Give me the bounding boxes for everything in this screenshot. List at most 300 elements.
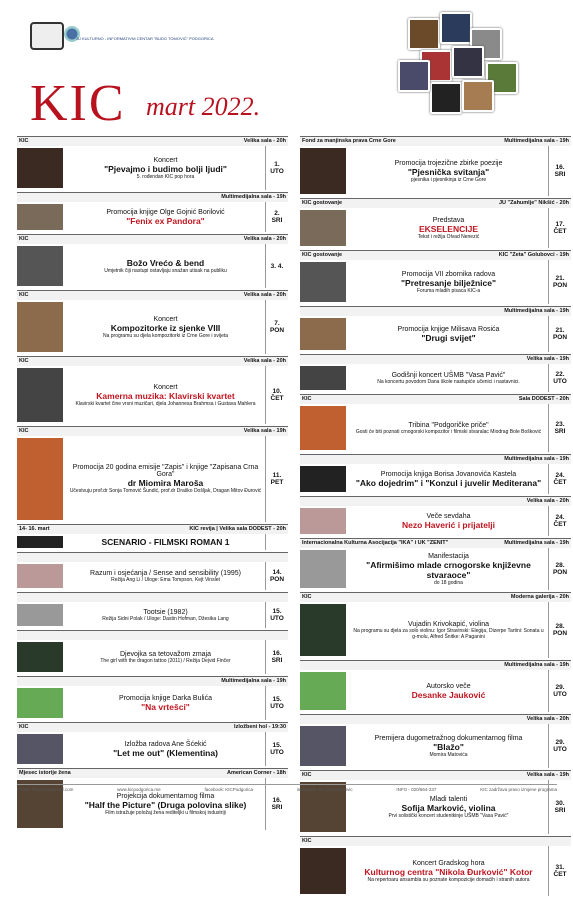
event-date bbox=[548, 506, 571, 536]
event-title: EKSELENCIJE bbox=[418, 223, 479, 234]
event-description: Prvi solistički koncert studentkinje UŠMB "Vasa Pavić" bbox=[388, 812, 509, 819]
event-description: Učestvuju prof.dr Sonja Tomović Šundić, prof.dr Draško Došljak, Dragan Mitov Đurović bbox=[69, 488, 262, 494]
event-line-1: Vujadin Krivokapić, violina bbox=[407, 620, 490, 628]
event-line-1: Premijera dugometražnog dokumentarnog filma bbox=[374, 734, 523, 742]
event-organizer: KIC bbox=[19, 358, 29, 364]
event-day-number: 2. bbox=[274, 210, 280, 217]
event-header bbox=[17, 553, 288, 562]
event-text bbox=[66, 608, 265, 623]
event-day-number: 10. bbox=[272, 388, 282, 395]
event-photo bbox=[17, 688, 63, 718]
event-entry[interactable] bbox=[300, 660, 571, 712]
event-entry[interactable] bbox=[17, 234, 288, 288]
event-photo bbox=[17, 642, 63, 672]
event-photo bbox=[17, 734, 63, 764]
event-header bbox=[17, 769, 288, 778]
event-weekday: ČET bbox=[553, 479, 567, 486]
event-weekday: UTO bbox=[270, 168, 284, 175]
event-header bbox=[300, 539, 571, 548]
photo-cube bbox=[430, 82, 462, 114]
event-description: Na programu su djela kompozitorki iz Crne Gore i svijeta bbox=[102, 332, 229, 339]
event-description: Režija Ang Li / Uloge: Ema Tompson, Kejt Vinslet bbox=[111, 576, 220, 583]
event-header bbox=[300, 355, 571, 364]
event-date bbox=[265, 202, 288, 232]
event-entry[interactable] bbox=[300, 250, 571, 304]
event-photo bbox=[300, 550, 346, 588]
event-organizer: KIC bbox=[19, 292, 29, 298]
event-venue-time: Velika sala - 20h bbox=[243, 292, 286, 298]
event-text bbox=[66, 694, 265, 713]
footer-email[interactable]: e-mail: kicpress@gmail.com bbox=[17, 787, 74, 792]
footer-facebook[interactable]: facebook: KICPodgorica bbox=[204, 787, 253, 792]
event-venue-time: Velika sala - 20h bbox=[243, 138, 286, 144]
event-day-number: 16. bbox=[272, 797, 282, 804]
event-day-number: 29. bbox=[555, 684, 565, 691]
footer-info: INFO - 020/664-237 bbox=[396, 787, 437, 792]
event-line-1: Veče sevdaha bbox=[426, 512, 471, 520]
event-entry[interactable] bbox=[17, 552, 288, 590]
footer-note: KIC zadržava pravo izmjene programa bbox=[480, 787, 557, 792]
event-venue-time: Velika sala - 20h bbox=[243, 358, 286, 364]
event-header bbox=[17, 235, 288, 244]
footer-instagram[interactable]: instagram: kic_budotomovic bbox=[296, 787, 353, 792]
photo-cube bbox=[408, 18, 440, 50]
event-day-number: 3. 4. bbox=[270, 262, 284, 270]
event-weekday: ČET bbox=[553, 521, 567, 528]
event-header bbox=[17, 357, 288, 366]
event-date bbox=[265, 640, 288, 674]
event-description: pjesnika i pjesnikinja iz Crne Gore bbox=[410, 176, 487, 183]
event-weekday: PET bbox=[270, 479, 284, 486]
event-date bbox=[548, 548, 571, 590]
event-weekday: SRI bbox=[554, 171, 566, 178]
event-description: The girl with the dragon tattoo (2011) / Režija Dejvid Finčer bbox=[100, 657, 231, 664]
event-date bbox=[548, 404, 571, 452]
page-subtitle: mart 2022. bbox=[146, 92, 261, 121]
left-column bbox=[17, 136, 288, 832]
event-title: Kompozitorke iz sjenke VIII bbox=[110, 322, 221, 333]
event-title: dr Miomira Maroša bbox=[127, 478, 204, 488]
event-text bbox=[349, 734, 548, 759]
event-text bbox=[66, 740, 265, 759]
event-day-number: 28. bbox=[555, 623, 565, 630]
event-text bbox=[349, 371, 548, 386]
event-title: "Afirmišimo mlade crnogorske književne stvaraoce" bbox=[366, 559, 531, 580]
event-photo bbox=[300, 262, 346, 302]
event-line-1: Mladi talenti bbox=[429, 795, 468, 803]
event-day-number: 29. bbox=[555, 739, 565, 746]
event-description: Na koncertu povodom Dana škole nastupiće učenici i nastavnici. bbox=[377, 378, 520, 385]
event-description: Na repertoaru ansambla su poznate kompozicije domaćih i stranih autora bbox=[367, 876, 530, 883]
event-header bbox=[300, 395, 571, 404]
event-day-number: 24. bbox=[555, 514, 565, 521]
event-line-1: Koncert bbox=[153, 383, 178, 391]
event-organizer: Fond za manjinska prava Crne Gore bbox=[302, 138, 396, 144]
event-venue-time: Multimedijalna sala - 19h bbox=[504, 540, 569, 546]
event-organizer: KIC bbox=[19, 724, 29, 730]
event-organizer: KIC bbox=[19, 428, 29, 434]
event-description: Tekst i režija Olvad Nenezić bbox=[417, 233, 480, 240]
event-entry[interactable] bbox=[300, 770, 571, 834]
event-day-number: 11. bbox=[272, 472, 282, 479]
event-photo bbox=[300, 148, 346, 194]
event-title: Kulturnog centra "Nikola Đurković" Kotor bbox=[364, 866, 533, 877]
event-venue-time: JU "Zahumlje" Nikšić - 20h bbox=[498, 200, 569, 206]
event-date bbox=[265, 686, 288, 720]
event-day-number: 22. bbox=[555, 371, 565, 378]
event-description: Gosti će biti poznati crnogorski kompozitor i filmski stvaralac Miodrag Bole Bošković bbox=[355, 428, 542, 435]
event-photo bbox=[300, 848, 346, 894]
event-organizer: KIC gostovanje bbox=[302, 252, 343, 258]
event-entry[interactable] bbox=[300, 354, 571, 392]
event-text bbox=[66, 156, 265, 181]
event-text bbox=[349, 512, 548, 531]
event-header bbox=[300, 771, 571, 780]
event-line-1: Projekcija dokumentarnog filma bbox=[116, 792, 215, 800]
event-entry[interactable] bbox=[17, 676, 288, 720]
event-photo bbox=[300, 726, 346, 766]
event-line-1: Autorsko veče bbox=[426, 682, 471, 690]
event-header bbox=[17, 677, 288, 686]
event-line-1: Promocija knjige Milisava Rosića bbox=[397, 325, 500, 333]
event-entry[interactable] bbox=[300, 136, 571, 196]
event-photo bbox=[17, 564, 63, 588]
event-header bbox=[17, 291, 288, 300]
event-header bbox=[300, 307, 571, 316]
event-venue-time: Izložbeni hol - 19:30 bbox=[234, 724, 286, 730]
event-day-number: 7. bbox=[274, 320, 280, 327]
event-header bbox=[300, 251, 571, 260]
event-text bbox=[66, 536, 265, 548]
event-photo bbox=[300, 508, 346, 534]
event-entry[interactable] bbox=[17, 630, 288, 674]
event-day-number: 23. bbox=[555, 421, 565, 428]
event-weekday: PON bbox=[552, 569, 568, 576]
event-date bbox=[265, 732, 288, 766]
event-weekday: SRI bbox=[554, 428, 566, 435]
event-weekday: ČET bbox=[553, 228, 567, 235]
event-title: "Ako dojedrim" i "Konzul i juvelir Mediterana" bbox=[355, 477, 542, 488]
photo-cube bbox=[452, 46, 484, 78]
event-title: "Half the Picture" (Druga polovina slike) bbox=[84, 799, 247, 810]
event-weekday: ČET bbox=[553, 871, 567, 878]
event-text bbox=[349, 159, 548, 184]
event-text bbox=[66, 463, 265, 495]
event-entry[interactable] bbox=[17, 768, 288, 830]
event-entry[interactable] bbox=[300, 454, 571, 494]
event-text bbox=[349, 859, 548, 884]
event-weekday: SRI bbox=[271, 217, 283, 224]
event-title: "Na vrtešci" bbox=[141, 701, 190, 712]
event-date bbox=[265, 436, 288, 522]
event-photo bbox=[300, 366, 346, 390]
event-photo bbox=[300, 210, 346, 246]
event-photo bbox=[17, 438, 63, 520]
event-venue-time: Multimedijalna sala - 19h bbox=[504, 308, 569, 314]
event-weekday: PON bbox=[269, 327, 285, 334]
event-date bbox=[265, 300, 288, 354]
event-header bbox=[300, 837, 571, 846]
event-day-number: 14. bbox=[272, 569, 282, 576]
event-entry[interactable] bbox=[17, 290, 288, 354]
event-weekday: ČET bbox=[270, 395, 284, 402]
event-day-number: 30. bbox=[555, 800, 565, 807]
event-line-1: Djevojka sa tetovažom zmaja bbox=[119, 650, 212, 658]
event-line-1: Koncert Gradskog hora bbox=[412, 859, 485, 867]
footer bbox=[17, 784, 557, 799]
event-organizer: KIC bbox=[19, 138, 29, 144]
municipality-logo bbox=[30, 22, 64, 50]
event-line-1: Promocija trojezične zbirke poezije bbox=[394, 159, 503, 167]
event-venue-time: American Corner - 18h bbox=[227, 770, 286, 776]
event-text bbox=[349, 470, 548, 489]
event-entry[interactable] bbox=[17, 136, 288, 190]
event-weekday: SRI bbox=[271, 804, 283, 811]
event-line-1: Promocija 20 godina emisije "Zapis" i knjige "Zapisana Crna Gora" bbox=[72, 464, 259, 478]
event-venue-time: Velika sala - 20h bbox=[526, 716, 569, 722]
event-venue-time: Velika sala - 20h bbox=[243, 236, 286, 242]
event-date bbox=[548, 208, 571, 248]
event-organizer: KIC bbox=[302, 838, 312, 844]
event-photo bbox=[17, 246, 63, 286]
event-entry[interactable] bbox=[17, 524, 288, 550]
event-weekday: UTO bbox=[270, 615, 284, 622]
event-day-number: 21. bbox=[555, 275, 565, 282]
event-title: "Fenix ex Pandora" bbox=[126, 215, 205, 226]
event-organizer: KIC bbox=[302, 594, 312, 600]
event-line-1: Godišnji koncert UŠMB "Vasa Pavić" bbox=[391, 371, 506, 379]
event-text bbox=[349, 682, 548, 701]
event-weekday: SRI bbox=[554, 807, 566, 814]
event-title: "Pjesnička svitanja" bbox=[407, 166, 490, 177]
event-header bbox=[300, 137, 571, 146]
event-header bbox=[17, 525, 288, 534]
event-venue-time: Moderna galerija - 20h bbox=[510, 594, 569, 600]
event-organizer: 14- 16. mart bbox=[19, 526, 50, 532]
event-photo bbox=[17, 368, 63, 422]
event-weekday: PON bbox=[552, 334, 568, 341]
event-header bbox=[300, 497, 571, 506]
event-entry[interactable] bbox=[300, 394, 571, 452]
event-line-1: Promocija VII zbornika radova bbox=[401, 270, 496, 278]
event-venue-time: Multimedijalna sala - 19h bbox=[504, 456, 569, 462]
event-header bbox=[300, 593, 571, 602]
event-day-number: 15. bbox=[272, 696, 282, 703]
event-date bbox=[265, 366, 288, 424]
event-title: Kamerna muzika: Klavirski kvartet bbox=[96, 390, 235, 401]
event-entry[interactable] bbox=[300, 592, 571, 658]
event-title: Nezo Haverić i prijatelji bbox=[401, 519, 496, 530]
event-photo bbox=[300, 604, 346, 656]
event-photo bbox=[300, 672, 346, 710]
event-day-number: 21. bbox=[555, 327, 565, 334]
page-title: KIC bbox=[30, 75, 126, 132]
photo-cube bbox=[462, 80, 494, 112]
event-entry[interactable] bbox=[17, 426, 288, 522]
event-venue-time: Sala DODEST - 20h bbox=[518, 396, 569, 402]
event-photo bbox=[17, 604, 63, 626]
event-weekday: UTO bbox=[553, 746, 567, 753]
event-date bbox=[548, 364, 571, 392]
event-date bbox=[548, 316, 571, 352]
event-venue-time: Velika sala - 19h bbox=[526, 356, 569, 362]
event-entry[interactable] bbox=[300, 538, 571, 590]
event-date bbox=[548, 260, 571, 304]
event-text bbox=[349, 270, 548, 295]
event-entry[interactable] bbox=[300, 306, 571, 352]
event-entry[interactable] bbox=[300, 714, 571, 768]
event-text bbox=[66, 208, 265, 227]
event-date bbox=[548, 146, 571, 196]
event-title: Desanke Jauković bbox=[411, 689, 486, 700]
event-photo bbox=[17, 536, 63, 548]
event-entry[interactable] bbox=[17, 722, 288, 766]
header bbox=[0, 0, 573, 130]
event-date bbox=[265, 244, 288, 288]
event-description: 5. rođendan KIC pop hora bbox=[136, 173, 195, 180]
event-description: Momira Matovića bbox=[429, 751, 468, 758]
event-description: Film istražuje položaj žena rediteljki u filmskoj industriji bbox=[105, 809, 226, 816]
event-line-1: Tribina "Podgoričke priče" bbox=[408, 421, 489, 429]
event-weekday: UTO bbox=[270, 703, 284, 710]
event-date bbox=[548, 846, 571, 896]
event-venue-time: Velika sala - 19h bbox=[526, 772, 569, 778]
event-photo bbox=[300, 466, 346, 492]
event-text bbox=[66, 257, 265, 275]
photo-cube bbox=[440, 12, 472, 44]
event-header bbox=[300, 715, 571, 724]
event-header bbox=[17, 723, 288, 732]
event-organizer: KIC gostovanje bbox=[302, 200, 343, 206]
event-weekday: PON bbox=[269, 576, 285, 583]
event-organizer: KIC bbox=[302, 396, 312, 402]
event-day-number: 28. bbox=[555, 562, 565, 569]
event-venue-time: Multimedijalna sala - 19h bbox=[504, 662, 569, 668]
event-date bbox=[548, 464, 571, 494]
event-photo bbox=[300, 318, 346, 350]
event-venue-time: KIC "Zeta" Golubovci - 19h bbox=[498, 252, 569, 258]
event-day-number: 1. bbox=[274, 161, 280, 168]
event-header bbox=[17, 427, 288, 436]
event-venue-time: KIC revija | Velika sala DODEST - 20h bbox=[189, 526, 286, 532]
event-line-1: Koncert bbox=[153, 156, 178, 164]
event-header bbox=[300, 199, 571, 208]
event-line-1: Promocija knjige Darka Bulića bbox=[119, 694, 212, 702]
event-date bbox=[548, 724, 571, 768]
event-title: "Pretresanje bilježnice" bbox=[401, 277, 496, 288]
event-day-number: 15. bbox=[272, 608, 282, 615]
event-description: Umjetnik čiji nastupi ostavljaju snažan utisak na publiku bbox=[104, 268, 227, 274]
event-header bbox=[17, 631, 288, 640]
event-day-number: 16. bbox=[272, 650, 282, 657]
event-day-number: 16. bbox=[555, 164, 565, 171]
event-venue-time: Multimedijalna sala - 19h bbox=[504, 138, 569, 144]
event-day-number: 31. bbox=[555, 864, 565, 871]
event-weekday: UTO bbox=[553, 378, 567, 385]
event-title: "Pjevajmo i budimo bolji ljudi" bbox=[104, 163, 227, 174]
event-text bbox=[66, 569, 265, 584]
event-date bbox=[265, 534, 288, 550]
event-line-1: Razum i osjećanja / Sense and sensibility (1995) bbox=[90, 569, 241, 577]
event-text bbox=[349, 216, 548, 241]
event-photo bbox=[17, 148, 63, 188]
event-text bbox=[349, 620, 548, 641]
event-weekday: SRI bbox=[271, 657, 283, 664]
event-weekday: UTO bbox=[553, 691, 567, 698]
event-title: "Let me out" (Klementina) bbox=[113, 747, 218, 758]
event-line-1: Predstava bbox=[432, 216, 465, 224]
event-text bbox=[349, 552, 548, 587]
event-entry[interactable] bbox=[17, 192, 288, 232]
event-day-number: 24. bbox=[555, 472, 565, 479]
event-title: Božo Vrećo & bend bbox=[126, 258, 205, 268]
event-text bbox=[66, 650, 265, 665]
event-venue-time: Velika sala - 19h bbox=[243, 428, 286, 434]
event-header bbox=[300, 661, 571, 670]
event-weekday: UTO bbox=[270, 749, 284, 756]
event-date bbox=[265, 146, 288, 190]
event-description: Klavirski kvartet čine vrsni muzičari, djela Johannesa Brahmsa i Gustava Mahlera bbox=[75, 400, 256, 407]
event-title: "Blažo" bbox=[433, 741, 464, 752]
event-organizer: Mjesec istorije žena bbox=[19, 770, 71, 776]
event-organizer: KIC bbox=[302, 772, 312, 778]
event-title: Sofija Marković, violina bbox=[401, 802, 496, 813]
event-title: "Drugi svijet" bbox=[421, 332, 476, 343]
event-weekday: PON bbox=[552, 282, 568, 289]
event-description: do 18 godina bbox=[434, 579, 463, 586]
event-photo bbox=[17, 302, 63, 352]
photo-cube bbox=[398, 60, 430, 92]
event-entry[interactable] bbox=[17, 592, 288, 628]
footer-web[interactable]: www.kicpodgorica.me bbox=[117, 787, 161, 792]
event-date bbox=[265, 562, 288, 590]
event-organizer: Internacionalna Kulturna Asocijacija "IKA" i UK "ZENIT" bbox=[302, 540, 449, 546]
event-entry[interactable] bbox=[17, 356, 288, 424]
event-line-1: Promocija knjiga Borisa Jovanovića Kastela bbox=[380, 470, 517, 478]
organization-name: JU KULTURNO - INFORMATIVNI CENTAR "BUDO TOMOVIĆ" PODGORICA bbox=[76, 36, 214, 41]
event-date bbox=[548, 670, 571, 712]
event-date bbox=[548, 602, 571, 658]
event-day-number: 15. bbox=[272, 742, 282, 749]
event-description: Režija Sidni Polak / Uloge: Dastin Hofman, Džesika Lang bbox=[102, 615, 229, 622]
event-entry[interactable] bbox=[300, 836, 571, 896]
event-day-number: 17. bbox=[555, 221, 565, 228]
event-line-1: Izložba radova Ane Šćekić bbox=[124, 740, 207, 748]
event-line-1: Tootsie (1982) bbox=[143, 608, 188, 616]
event-line-1: Promocija knjige Olge Gojnić Borilović bbox=[106, 208, 225, 216]
event-header bbox=[300, 455, 571, 464]
event-venue-time: Multimedijalna sala - 19h bbox=[221, 194, 286, 200]
event-organizer: KIC bbox=[19, 236, 29, 242]
event-weekday: PON bbox=[552, 630, 568, 637]
event-photo bbox=[17, 204, 63, 230]
event-venue-time: Velika sala - 20h bbox=[526, 498, 569, 504]
event-entry[interactable] bbox=[300, 496, 571, 536]
event-header bbox=[17, 593, 288, 602]
event-date bbox=[265, 602, 288, 628]
event-header bbox=[17, 193, 288, 202]
event-text bbox=[349, 421, 548, 436]
event-text bbox=[66, 315, 265, 340]
event-description: Foruma mladih pisaca KIC-a bbox=[416, 287, 481, 294]
event-photo bbox=[300, 406, 346, 450]
event-line-1: Manifestacija bbox=[428, 552, 469, 560]
event-header bbox=[17, 137, 288, 146]
event-title: SCENARIO - FILMSKI ROMAN 1 bbox=[101, 537, 230, 547]
event-entry[interactable] bbox=[300, 198, 571, 248]
event-description: Na programu su djela za solo violinu: Igor Stravinski: Elegija, Dizerpe Tartini: Sonata u g-molu, Alfred Šnitke: A Paganini bbox=[353, 627, 544, 640]
event-venue-time: Multimedijalna sala - 19h bbox=[221, 678, 286, 684]
